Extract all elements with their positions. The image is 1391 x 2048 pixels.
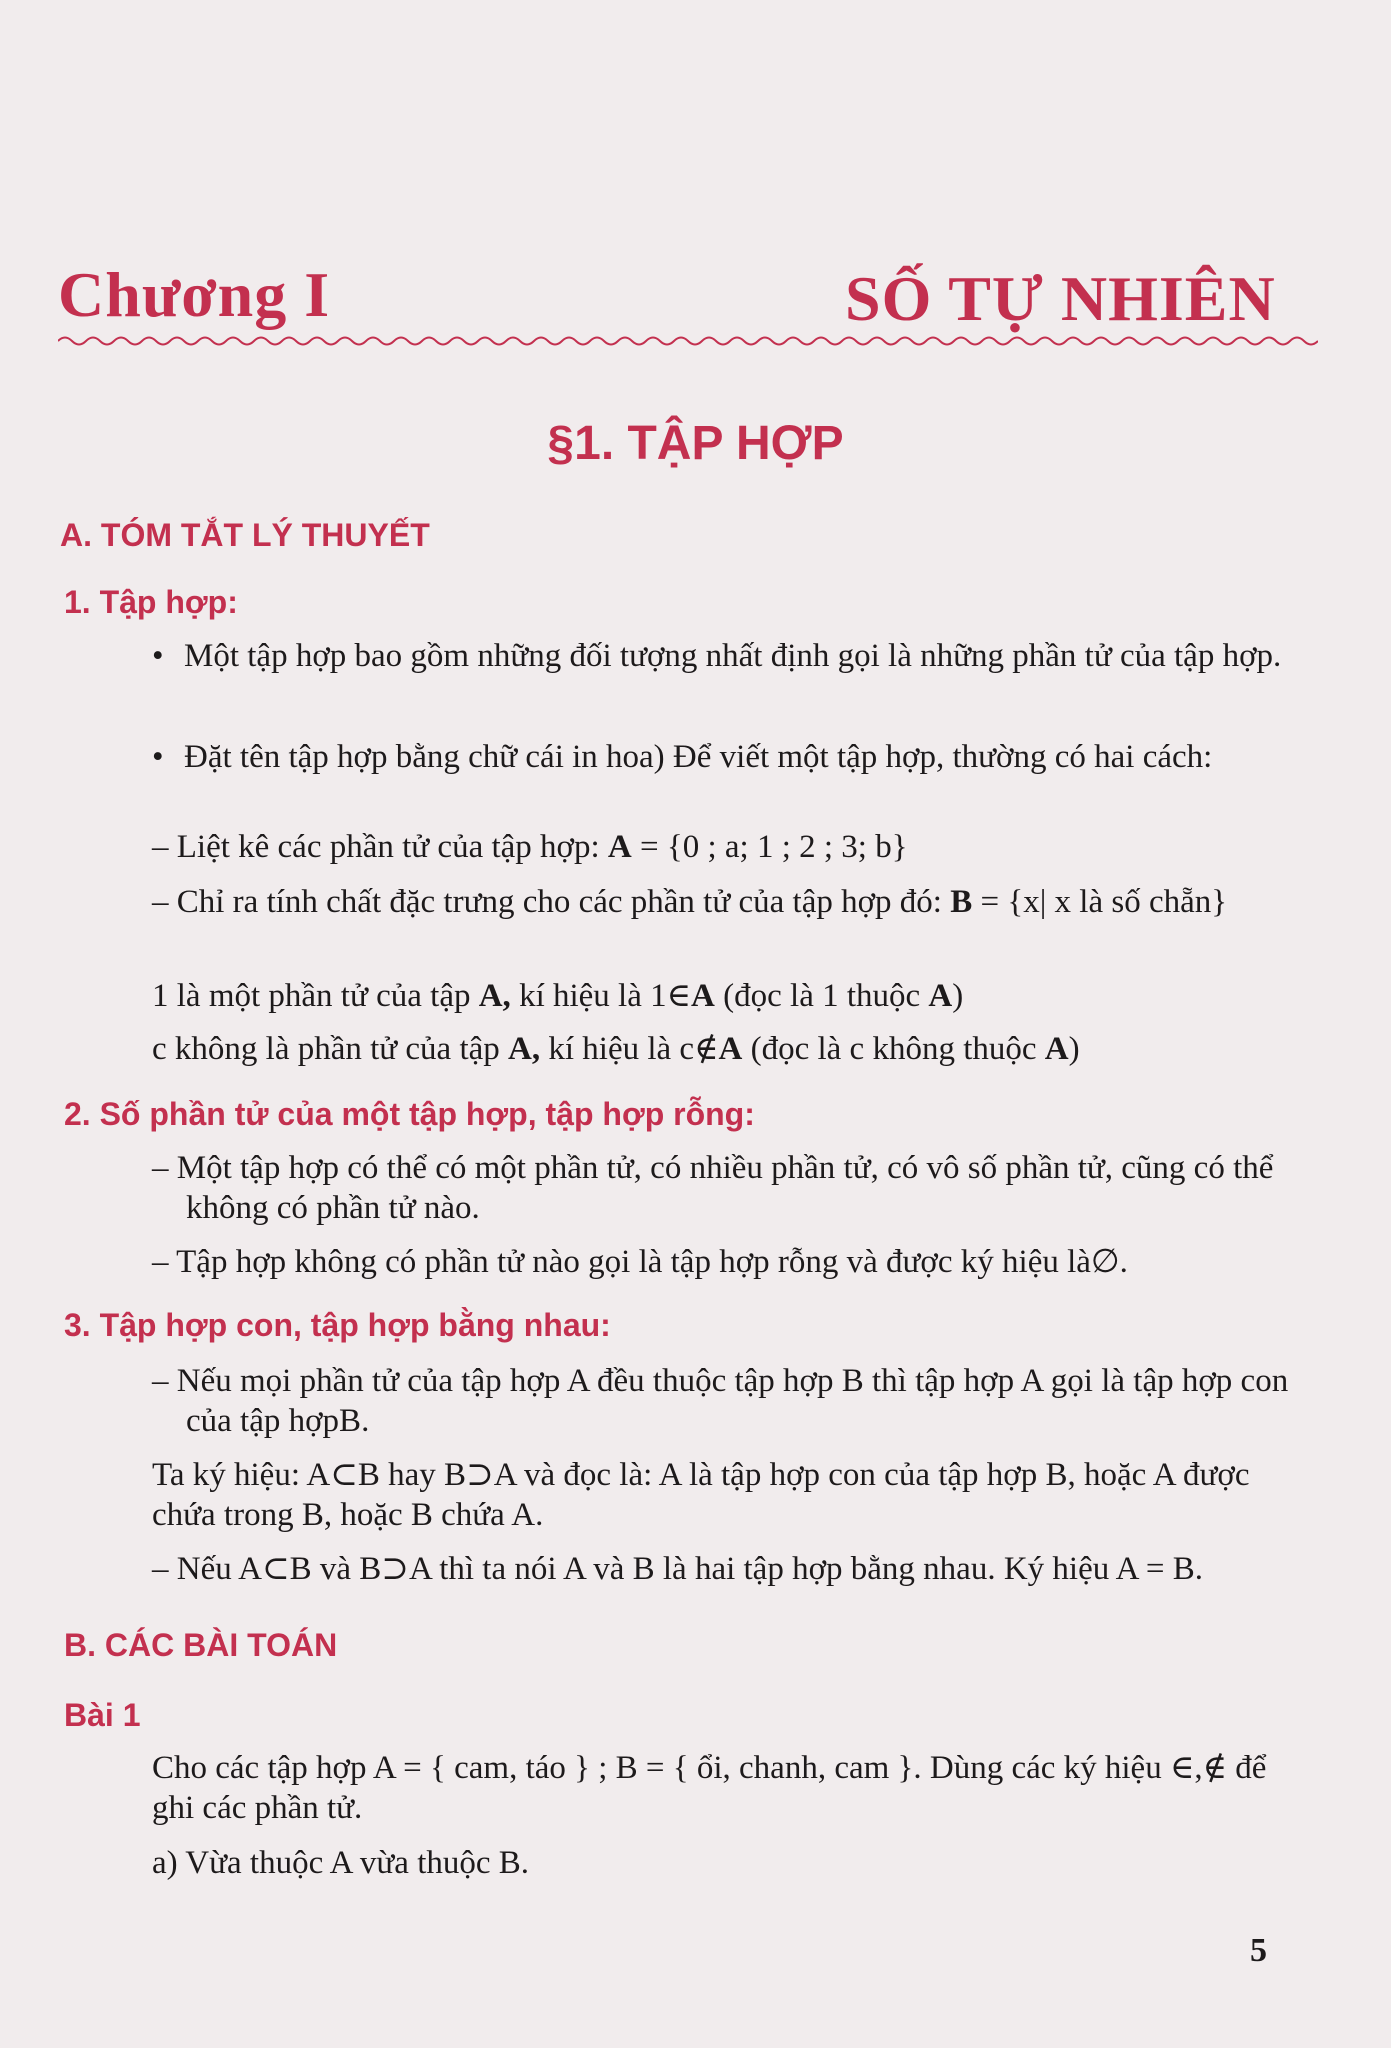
bai-1-heading: Bài 1 — [64, 1697, 141, 1733]
sub1-heading: 1. Tập hợp: — [64, 584, 238, 620]
section-title: §1. TẬP HỢP — [547, 417, 844, 470]
problems-heading: B. CÁC BÀI TOÁN — [64, 1627, 338, 1663]
chapter-label: Chương I — [58, 259, 331, 330]
sub1-bullet-1: • Một tập hợp bao gồm những đối tượng nhất định gọi là những phần tử của tập hợp. — [184, 636, 1310, 676]
sub3-dash-2: – Nếu A⊂B và B⊃A thì ta nói A và B là hai tập hợp bằng nhau. Ký hiệu A = B. — [152, 1551, 1204, 1587]
bai-1-part-a: a) Vừa thuộc A vừa thuộc B. — [152, 1845, 530, 1881]
sub2-dash-1: – Một tập hợp có thể có một phần tử, có nhiều phần tử, có vô số phần tử, cũng có thể không có phần tử nào. — [152, 1150, 1274, 1226]
wavy-divider — [58, 334, 1318, 348]
sub3-note: Ta ký hiệu: A⊂B hay B⊃A và đọc là: A là tập hợp con của tập hợp B, hoặc A được chứa trong B, hoặc B chứa A. — [152, 1457, 1250, 1533]
sub3-heading: 3. Tập hợp con, tập hợp bằng nhau: — [64, 1307, 611, 1343]
sub2-dash-2: – Tập hợp không có phần tử nào gọi là tập hợp rỗng và được ký hiệu là∅. — [152, 1244, 1128, 1280]
page-number: 5 — [1250, 1932, 1267, 1969]
theory-heading: A. TÓM TẮT LÝ THUYẾT — [60, 517, 430, 553]
sub3-dash-1: – Nếu mọi phần tử của tập hợp A đều thuộc tập hợp B thì tập hợp A gọi là tập hợp con của tập hợpB. — [152, 1363, 1289, 1439]
sub1-note-1: 1 là một phần tử của tập A, kí hiệu là 1∈A (đọc là 1 thuộc A) — [152, 978, 964, 1014]
sub1-note-2: c không là phần tử của tập A, kí hiệu là c∉A (đọc là c không thuộc A) — [152, 1031, 1080, 1067]
sub1-bullet-2: • Đặt tên tập hợp bằng chữ cái in hoa) Để viết một tập hợp, thường có hai cách: — [184, 737, 1310, 777]
sub1-dash-1: – Liệt kê các phần tử của tập hợp: A = {0 ; a; 1 ; 2 ; 3; b} — [152, 829, 908, 865]
sub1-dash-2: – Chỉ ra tính chất đặc trưng cho các phần tử của tập hợp đó: B = {x| x là số chẵn} — [152, 884, 1228, 920]
chapter-title: SỐ TỰ NHIÊN — [845, 263, 1276, 334]
bai-1-statement: Cho các tập hợp A = { cam, táo } ; B = { ổi, chanh, cam }. Dùng các ký hiệu ∈,∉ để ghi các phần tử. — [152, 1750, 1267, 1826]
sub2-heading: 2. Số phần tử của một tập hợp, tập hợp rỗng: — [64, 1096, 755, 1132]
